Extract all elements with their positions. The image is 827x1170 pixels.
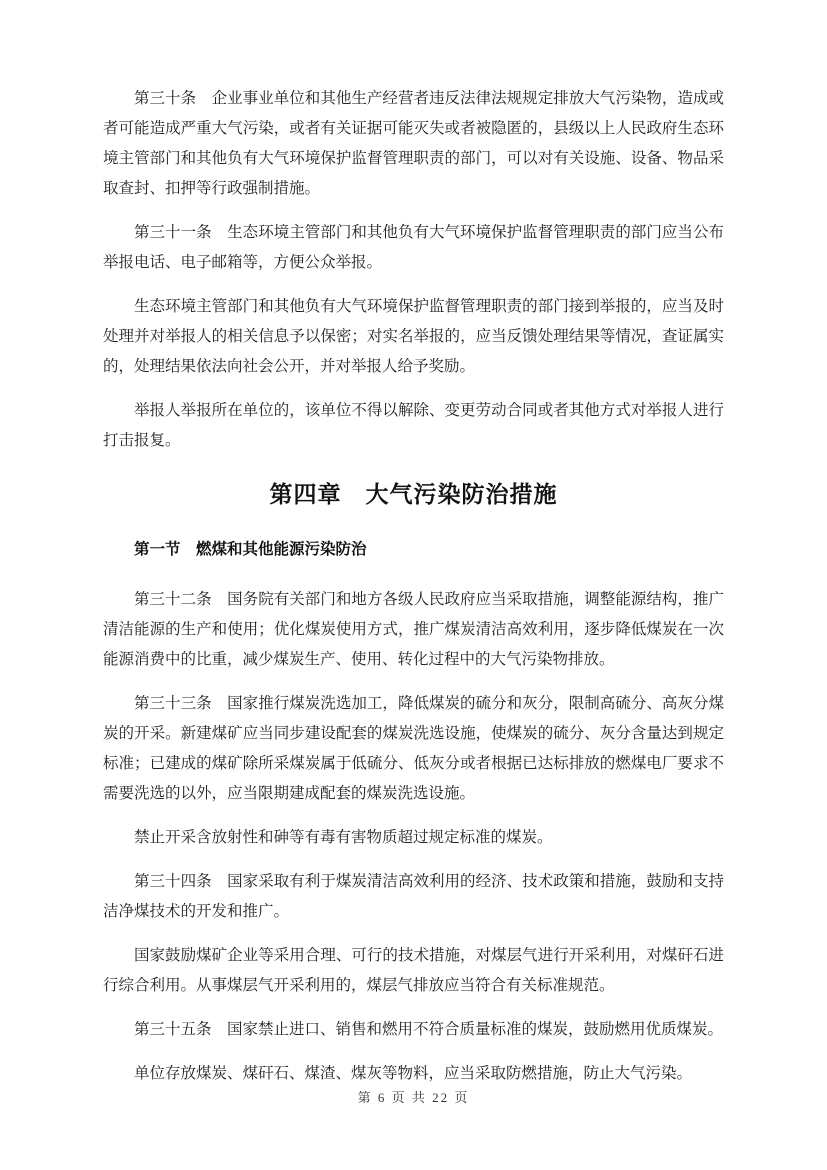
article-30-paragraph: 第三十条 企业事业单位和其他生产经营者违反法律法规规定排放大气污染物，造成或者可能造成严重大气污染，或者有关证据可能灭失或者被隐匿的，县级以上人民政府生态环境主管部门和其他负有大气环境保护监督管理职责的部门，可以对有关设施、设备、物品采取查封、扣押等行政强制措施。 [103, 90, 724, 197]
article-31-paragraph-2: 生态环境主管部门和其他负有大气环境保护监督管理职责的部门接到举报的，应当及时处理并对举报人的相关信息予以保密；对实名举报的，应当反馈处理结果等情况，查证属实的，处理结果依法向社会公开，并对举报人给予奖励。 [103, 298, 724, 375]
article-35-paragraph-2: 单位存放煤炭、煤矸石、煤渣、煤灰等物料，应当采取防燃措施，防止大气污染。 [134, 1065, 693, 1082]
article-31-paragraph-3: 举报人举报所在单位的，该单位不得以解除、变更劳动合同或者其他方式对举报人进行打击报复。 [103, 402, 724, 449]
chapter-4-heading: 第四章 大气污染防治措施 [269, 481, 558, 507]
section-1-heading: 第一节 燃煤和其他能源污染防治 [134, 541, 367, 558]
article-34-paragraph: 第三十四条 国家采取有利于煤炭清洁高效利用的经济、技术政策和措施，鼓励和支持洁净煤技术的开发和推广。 [103, 873, 724, 920]
document-content [103, 0, 724, 1103]
article-33-paragraph: 第三十三条 国家推行煤炭洗选加工，降低煤炭的硫分和灰分，限制高硫分、高灰分煤炭的开采。新建煤矿应当同步建设配套的煤炭洗选设施，使煤炭的硫分、灰分含量达到规定标准；已建成的煤矿除所采煤炭属于低硫分、低灰分或者根据已达标排放的燃煤电厂要求不需要洗选的以外，应当限期建成配套的煤炭洗选设施。 [103, 695, 724, 802]
page-footer: 第 6 页 共 22 页 [357, 1090, 470, 1105]
article-34-paragraph-2: 国家鼓励煤矿企业等采用合理、可行的技术措施，对煤层气进行开采利用，对煤矸石进行综合利用。从事煤层气开采利用的，煤层气排放应当符合有关标准规范。 [103, 947, 724, 994]
article-32-paragraph: 第三十二条 国务院有关部门和地方各级人民政府应当采取措施，调整能源结构，推广清洁能源的生产和使用；优化煤炭使用方式，推广煤炭清洁高效利用，逐步降低煤炭在一次能源消费中的比重，减少煤炭生产、使用、转化过程中的大气污染物排放。 [103, 591, 724, 668]
article-33-paragraph-2: 禁止开采含放射性和砷等有毒有害物质超过规定标准的煤炭。 [134, 829, 553, 846]
article-35-paragraph: 第三十五条 国家禁止进口、销售和燃用不符合质量标准的煤炭，鼓励燃用优质煤炭。 [134, 1021, 724, 1038]
article-31-paragraph: 第三十一条 生态环境主管部门和其他负有大气环境保护监督管理职责的部门应当公布举报电话、电子邮箱等，方便公众举报。 [103, 224, 724, 271]
